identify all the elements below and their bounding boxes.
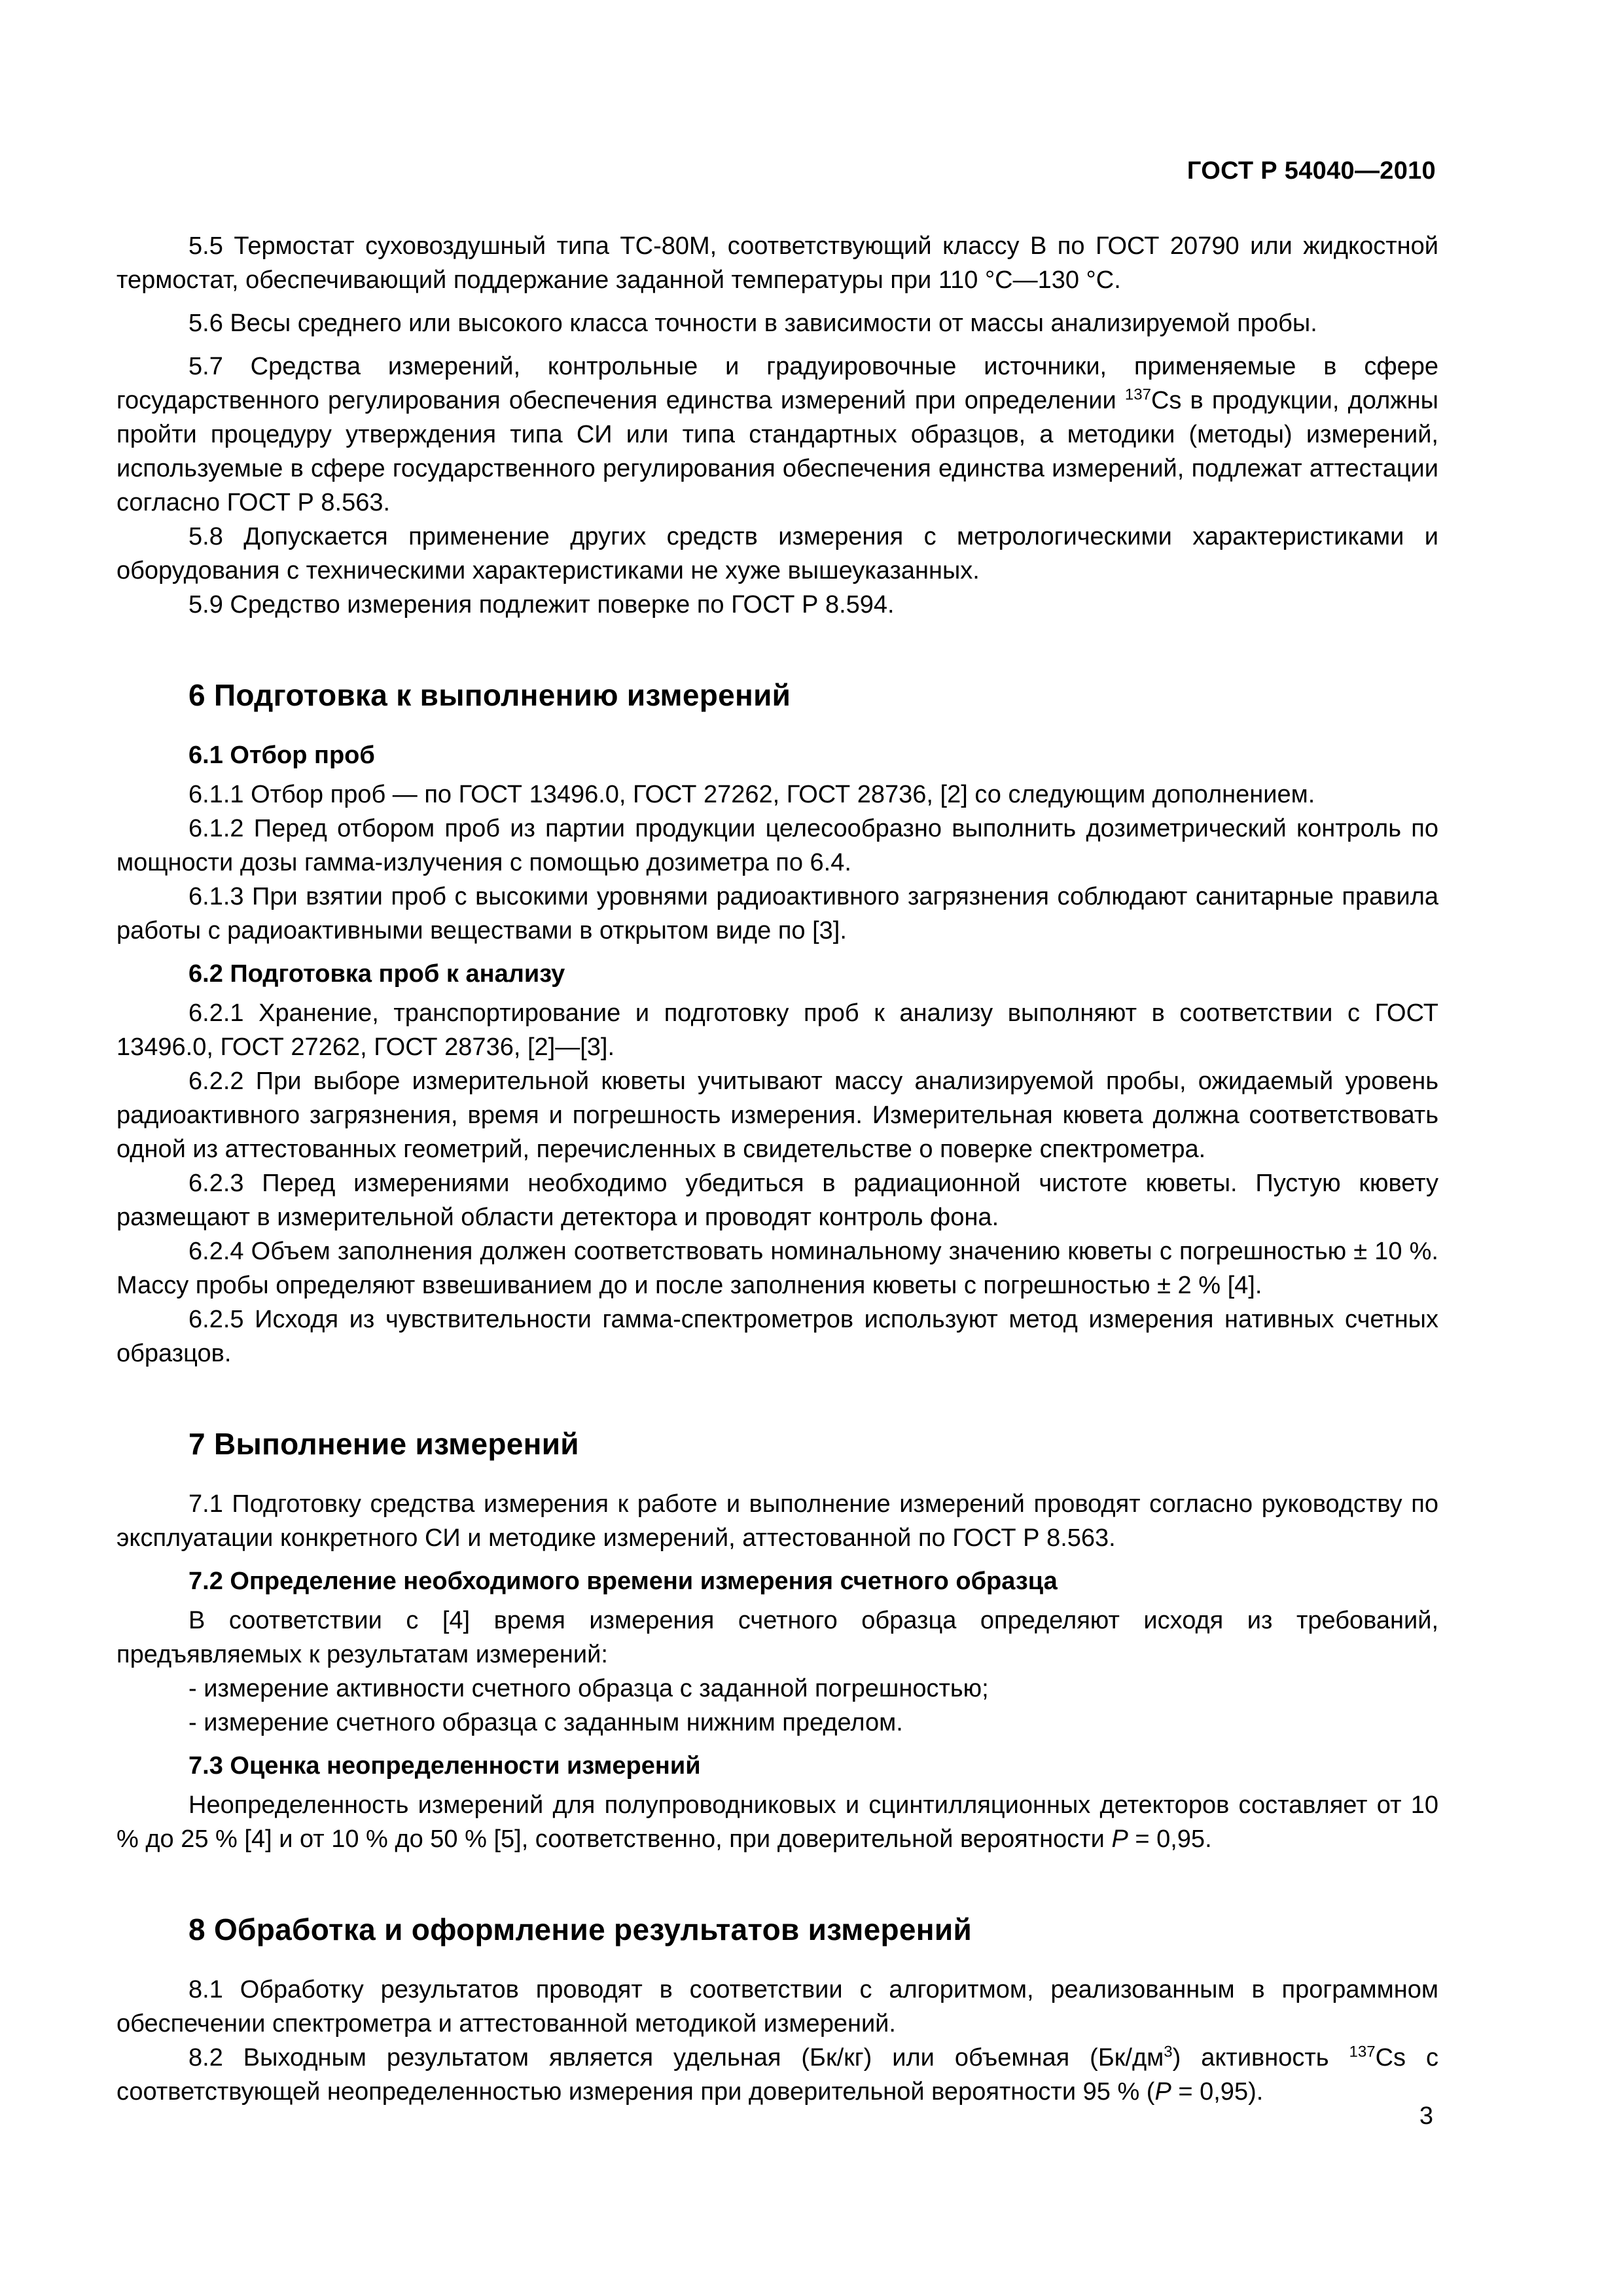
paragraph-5-7-part-a: 5.7 Средства измерений, контрольные и градуировочные источники, применяемые в сфере государственного регулирования обеспечения единства измерений при определении xyxy=(116,353,1438,414)
paragraph-5-5: 5.5 Термостат суховоздушный типа ТС-80М, соответствующий классу В по ГОСТ 20790 или жидкостной термостат, обеспечивающий поддержание заданной температуры при 110 °С—130 °С. xyxy=(116,232,1438,294)
paragraph-7-3-part-b: = 0,95. xyxy=(1128,1825,1212,1853)
paragraph-7-3 xyxy=(116,1788,1438,1856)
section-heading-8: 8 Обработка и оформление результатов измерений xyxy=(188,1912,972,1946)
subsection-heading-6-1: 6.1 Отбор проб xyxy=(188,742,375,769)
paragraph-8-2-part-b: ) активность xyxy=(1172,2044,1349,2072)
paragraph-7-3-part-a: Неопределенность измерений для полупроводниковых и сцинтилляционных детекторов составляет от 10 % до 25 % [4] и от 10 % до 50 % [5], соответственно, при доверительной вероятности xyxy=(116,1791,1438,1853)
volume-exponent: 3 xyxy=(1164,2043,1173,2061)
paragraph-8-2-part-c: Cs с соответствующей неопределенностью измерения при доверительной вероятности 95 % ( xyxy=(116,2044,1439,2106)
list-item: - измерение активности счетного образца с заданной погрешностью; xyxy=(188,1675,989,1702)
paragraph-6-2-2: 6.2.2 При выборе измерительной кюветы учитывают массу анализируемой пробы, ожидаемый уровень радиоактивного загрязнения, время и погрешность измерения. Измерительная кювета должна соответствовать одной из аттестованных геометрий, перечисленных в свидетельстве о поверке спектрометра. xyxy=(116,1067,1438,1163)
list-item: - измерение счетного образца с заданным нижним пределом. xyxy=(188,1709,903,1736)
paragraph-8-2 xyxy=(116,2041,1438,2109)
paragraph-5-7-part-b: Cs в продукции, должны пройти процедуру утверждения типа СИ или типа стандартных образцов, а методики (методы) измерений, используемые в сфере государственного регулирования обеспечения единства измерений, подлежат аттестации согласно ГОСТ Р 8.563. xyxy=(116,387,1438,516)
paragraph-6-2-1: 6.2.1 Хранение, транспортирование и подготовку проб к анализу выполняют в соответствии с ГОСТ 13496.0, ГОСТ 27262, ГОСТ 28736, [2]—[3]. xyxy=(116,999,1438,1061)
document-code: ГОСТ Р 54040—2010 xyxy=(1186,157,1436,185)
section-heading-7: 7 Выполнение измерений xyxy=(188,1427,579,1461)
paragraph-6-1-2: 6.1.2 Перед отбором проб из партии продукции целесообразно выполнить дозиметрический контроль по мощности дозы гамма-излучения с помощью дозиметра по 6.4. xyxy=(116,815,1438,876)
paragraph-5-6: 5.6 Весы среднего или высокого класса точности в зависимости от массы анализируемой пробы. xyxy=(188,310,1317,337)
paragraph-5-8: 5.8 Допускается применение других средств измерения с метрологическими характеристиками и оборудования с техническими характеристиками не хуже вышеуказанных. xyxy=(116,523,1438,584)
paragraph-6-1-1: 6.1.1 Отбор проб — по ГОСТ 13496.0, ГОСТ 27262, ГОСТ 28736, [2] со следующим дополнением. xyxy=(188,781,1315,808)
paragraph-6-2-5: 6.2.5 Исходя из чувствительности гамма-спектрометров используют метод измерения нативных счетных образцов. xyxy=(116,1306,1438,1367)
paragraph-5-7 xyxy=(116,350,1438,520)
paragraph-8-2-part-a: 8.2 Выходным результатом является удельная (Бк/кг) или объемная (Бк/дм xyxy=(188,2044,1164,2072)
paragraph-8-2-part-d: = 0,95). xyxy=(1171,2078,1264,2106)
paragraph-6-2-3: 6.2.3 Перед измерениями необходимо убедиться в радиационной чистоте кюветы. Пустую кювету размещают в измерительной области детектора и проводят контроль фона. xyxy=(116,1170,1438,1231)
subsection-heading-6-2: 6.2 Подготовка проб к анализу xyxy=(188,960,565,988)
paragraph-8-1: 8.1 Обработку результатов проводят в соответствии с алгоритмом, реализованным в программном обеспечении спектрометра и аттестованной методикой измерений. xyxy=(116,1976,1438,2037)
section-heading-6: 6 Подготовка к выполнению измерений xyxy=(188,678,791,712)
document-body xyxy=(116,229,1438,2109)
probability-symbol: P xyxy=(1111,1825,1128,1853)
subsection-heading-7-3: 7.3 Оценка неопределенности измерений xyxy=(188,1752,701,1780)
paragraph-5-9: 5.9 Средство измерения подлежит поверке по ГОСТ Р 8.594. xyxy=(188,591,895,619)
paragraph-6-2-4: 6.2.4 Объем заполнения должен соответствовать номинальному значению кюветы с погрешностью ± 10 %. Массу пробы определяют взвешиванием до и после заполнения кюветы с погрешностью ± 2 % [4]. xyxy=(116,1238,1438,1299)
page-number: 3 xyxy=(1419,2102,1433,2130)
isotope-mass-number: 137 xyxy=(1124,386,1151,404)
isotope-mass-number: 137 xyxy=(1349,2043,1376,2061)
paragraph-7-2: В соответствии с [4] время измерения счетного образца определяют исходя из требований, предъявляемых к результатам измерений: xyxy=(116,1607,1438,1668)
probability-symbol: P xyxy=(1154,2078,1171,2106)
paragraph-6-1-3: 6.1.3 При взятии проб с высокими уровнями радиоактивного загрязнения соблюдают санитарные правила работы с радиоактивными веществами в открытом виде по [3]. xyxy=(116,883,1438,944)
subsection-heading-7-2: 7.2 Определение необходимого времени измерения счетного образца xyxy=(188,1568,1058,1595)
paragraph-7-1: 7.1 Подготовку средства измерения к работе и выполнение измерений проводят согласно руководству по эксплуатации конкретного СИ и методике измерений, аттестованной по ГОСТ Р 8.563. xyxy=(116,1490,1438,1552)
